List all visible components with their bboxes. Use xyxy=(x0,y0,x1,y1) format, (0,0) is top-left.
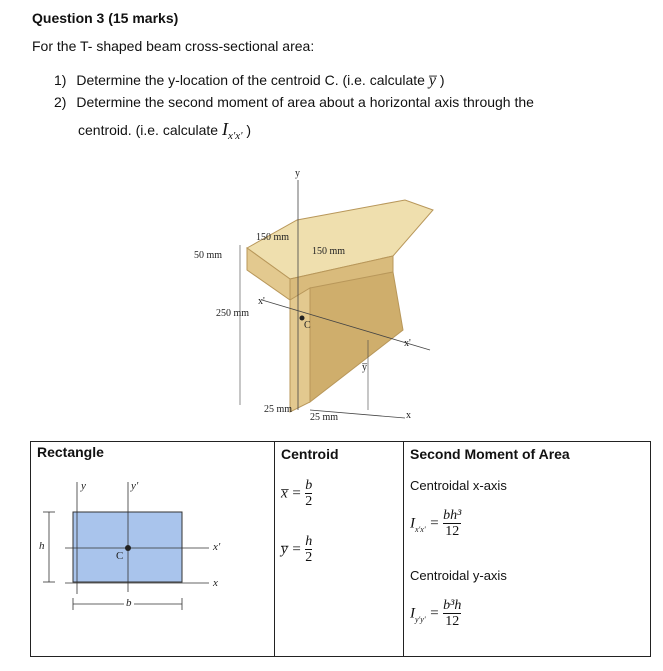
rect-c-label: C xyxy=(116,550,124,562)
item-2-line2-text: centroid. (i.e. calculate xyxy=(78,122,219,138)
moment-x-label: Centroidal x-axis xyxy=(410,478,507,493)
fig-dim-web-a: 25 mm xyxy=(264,404,293,415)
fig-centroid-label: C xyxy=(304,320,311,331)
centroid-y-fraction: $\frac{h}{2}$ xyxy=(305,534,313,565)
properties-table xyxy=(30,441,651,657)
item-2-subscript: x'x' xyxy=(227,129,243,142)
centroid-x-fraction: $\frac{b}{2}$ xyxy=(305,478,313,509)
fig-dim-web-height: 250 mm xyxy=(216,308,250,319)
fig-dim-top-width2: 150 mm xyxy=(312,246,346,257)
moment-y-label: Centroidal y-axis xyxy=(410,568,507,583)
item-2-text: Determine the second moment of area about a horizontal axis through the xyxy=(76,94,534,110)
rect-yprime-label: y' xyxy=(131,480,139,492)
item-1-number: 1) xyxy=(54,72,67,88)
rectangle-diagram xyxy=(31,442,274,656)
moment-y-fraction: $\frac{\text{b³h}}{12}$ xyxy=(443,598,462,629)
rect-xprime-label: x' xyxy=(213,541,221,553)
centroid-header: Centroid xyxy=(281,446,339,462)
centroid-cell xyxy=(275,442,404,657)
item-1-symbol: y̅ xyxy=(428,72,436,89)
rect-x-label: x xyxy=(213,577,218,589)
rect-y-label: y xyxy=(81,480,86,492)
centroid-y-formula: y̅ = $\frac{h}{2}$ xyxy=(281,534,313,565)
question-item-2-line2 xyxy=(78,119,251,142)
t-beam-figure xyxy=(190,160,440,425)
fig-dim-top-width: 150 mm xyxy=(256,232,290,243)
t-beam-drawing xyxy=(190,160,440,425)
fig-dim-web-b: 25 mm xyxy=(310,412,339,423)
moment-y-formula: $I_{y'y'}$ = $\frac{\text{b³h}}{12}$ xyxy=(410,598,462,629)
item-2-symbol: I xyxy=(221,119,228,139)
web-side-face xyxy=(310,272,403,402)
fig-y-label: y xyxy=(295,168,300,179)
item-2-number: 2) xyxy=(54,94,67,110)
fig-x-label: x xyxy=(406,410,411,421)
fig-dim-flange: 50 mm xyxy=(194,250,223,261)
fig-ybar-label: y̅ xyxy=(362,362,367,373)
moment-cell xyxy=(404,442,651,657)
rect-h-label: h xyxy=(39,540,45,552)
question-item-2 xyxy=(54,94,534,110)
item-2-tail: ) xyxy=(246,122,252,138)
fig-x-prime-right-label: x' xyxy=(404,338,411,349)
question-item-1 xyxy=(54,72,445,90)
rectangle-cell xyxy=(31,442,275,657)
web-front-face xyxy=(290,288,310,412)
moment-header: Second Moment of Area xyxy=(410,446,570,462)
centroid-x-formula: x̅ = $\frac{b}{2}$ xyxy=(281,478,313,509)
centroid-dot xyxy=(125,545,131,551)
fig-x-prime-label: x' xyxy=(258,296,265,307)
moment-x-formula: $I_{x'x'}$ = $\frac{\text{bh³}}{12}$ xyxy=(410,508,462,539)
question-title: Question 3 (15 marks) xyxy=(32,10,179,26)
centroid-y-lhs: y̅ xyxy=(281,541,288,558)
question-intro: For the T- shaped beam cross-sectional area: xyxy=(32,38,315,54)
item-1-text: Determine the y-location of the centroid C. (i.e. calculate xyxy=(76,72,425,88)
rect-b-label: b xyxy=(126,597,132,609)
item-1-tail: ) xyxy=(439,72,445,88)
moment-x-fraction: $\frac{\text{bh³}}{12}$ xyxy=(443,508,462,539)
rectangle-header: Rectangle xyxy=(37,444,104,460)
centroid-x-lhs: x̅ xyxy=(281,485,288,502)
